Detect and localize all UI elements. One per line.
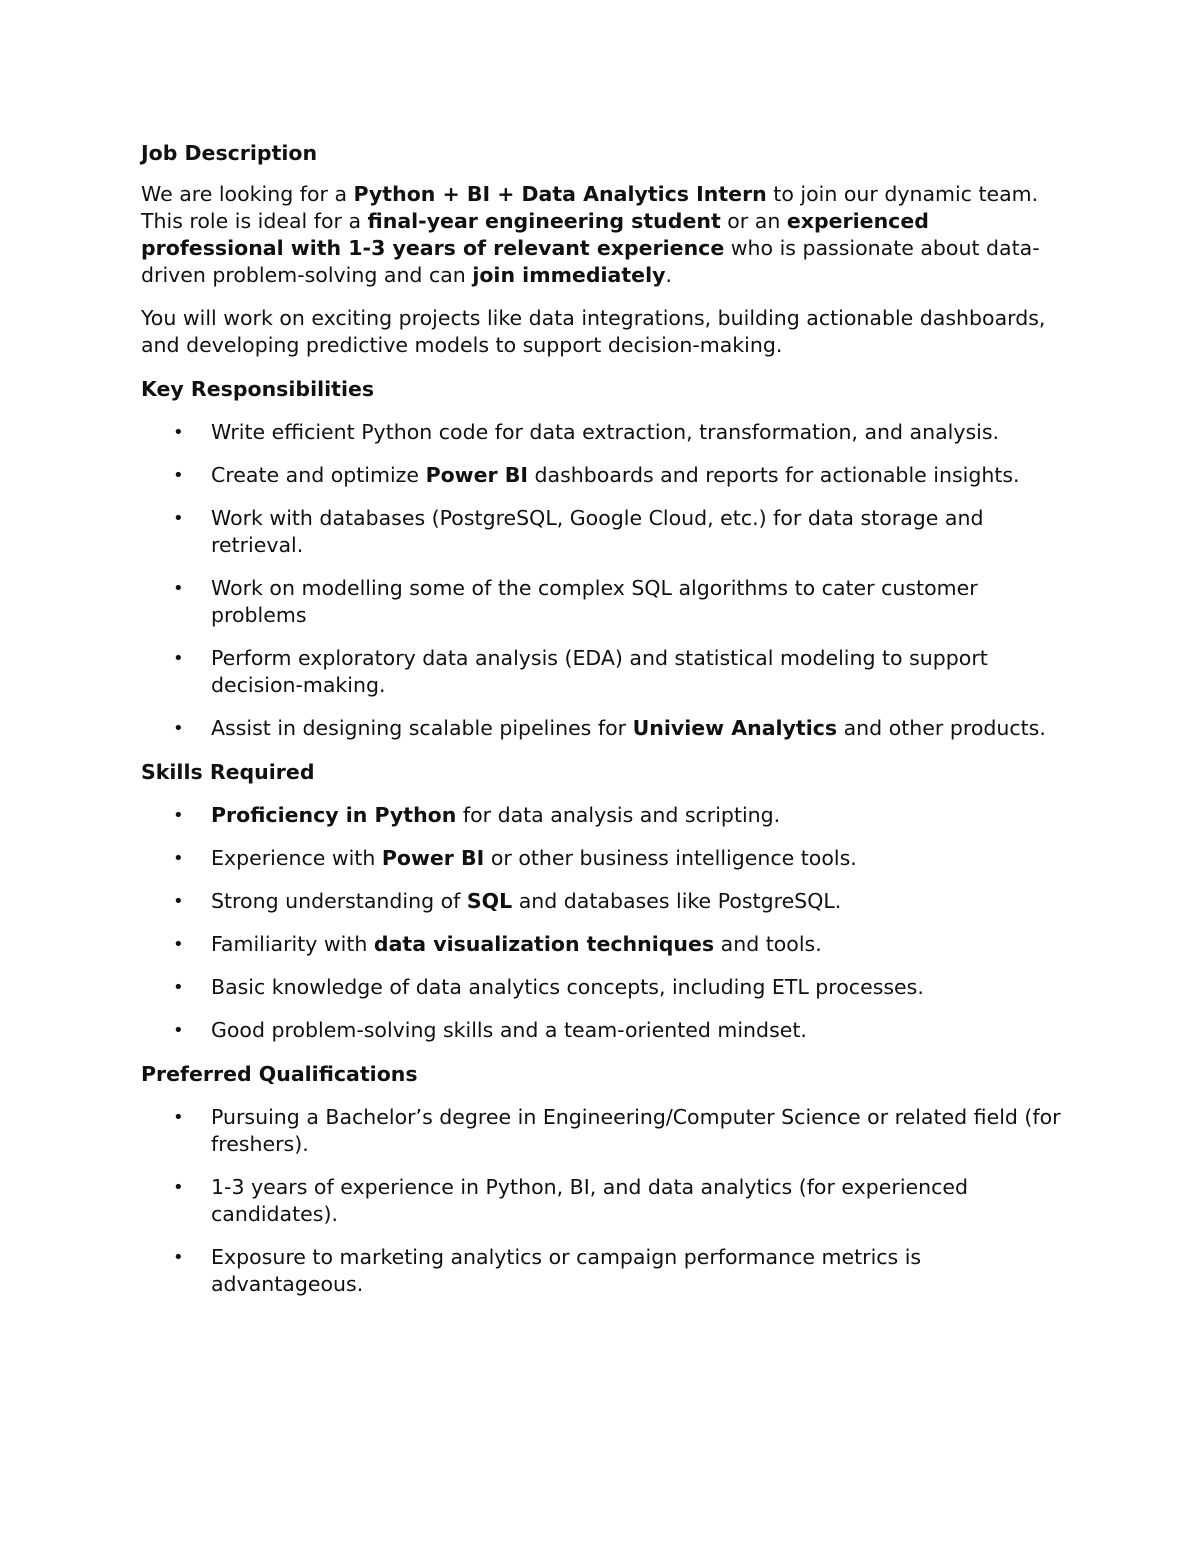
list-item: • Create and optimize Power BI dashboards and reports for actionable insights. [173,463,1020,487]
bullet-icon: • [173,1107,184,1128]
bullet-icon: • [173,977,184,998]
intro-paragraph: We are looking for a Python + BI + Data Analytics Intern to join our dynamic team. This role is ideal for a final-year engineering student or an experienced professional with 1-3 years of relevant experience who is passionate about data-driven problem-solving and can join immediately. [141,182,1040,287]
bullet-icon: • [173,508,184,529]
list-item: • Assist in designing scalable pipelines for Uniview Analytics and other products. [173,716,1046,740]
bullet-icon: • [173,891,184,912]
list-item: • Experience with Power BI or other business intelligence tools. [173,846,857,870]
bullet-icon: • [173,1247,184,1268]
bullet-icon: • [173,648,184,669]
bullet-icon: • [173,718,184,739]
list-item: • Pursuing a Bachelor’s degree in Engineering/Computer Science or related field (for freshers). [173,1105,1061,1156]
list-item: • 1-3 years of experience in Python, BI, and data analytics (for experienced candidates). [173,1175,969,1226]
document-body [141,139,1061,1314]
qualifications-list [141,1104,1061,1298]
heading-skills-required: Skills Required [141,760,315,784]
list-item: • Perform exploratory data analysis (EDA) and statistical modeling to support decision-making. [173,646,988,697]
list-item: • Write efficient Python code for data extraction, transformation, and analysis. [173,420,1000,444]
bullet-icon: • [173,422,184,443]
list-item: • Familiarity with data visualization techniques and tools. [173,932,822,956]
list-item: • Basic knowledge of data analytics concepts, including ETL processes. [173,975,924,999]
list-item: • Proficiency in Python for data analysis and scripting. [173,803,781,827]
list-item: • Exposure to marketing analytics or campaign performance metrics is advantageous. [173,1245,922,1296]
list-item: • Good problem-solving skills and a team-oriented mindset. [173,1018,807,1042]
bullet-icon: • [173,578,184,599]
list-item: • Strong understanding of SQL and databases like PostgreSQL. [173,889,842,913]
projects-paragraph: You will work on exciting projects like data integrations, building actionable dashboards, and developing predictive models to support decision-making. [141,306,1046,357]
list-item: • Work on modelling some of the complex SQL algorithms to cater customer problems [173,576,978,627]
skills-list [141,802,1061,1044]
bullet-icon: • [173,465,184,486]
bullet-icon: • [173,1177,184,1198]
responsibilities-list [141,419,1061,742]
bullet-icon: • [173,805,184,826]
bullet-icon: • [173,848,184,869]
heading-job-description: Job Description [141,141,318,165]
bullet-icon: • [173,934,184,955]
list-item: • Work with databases (PostgreSQL, Google Cloud, etc.) for data storage and retrieval. [173,506,984,557]
bullet-icon: • [173,1020,184,1041]
heading-key-responsibilities: Key Responsibilities [141,377,375,401]
heading-preferred-qualifications: Preferred Qualifications [141,1062,418,1086]
